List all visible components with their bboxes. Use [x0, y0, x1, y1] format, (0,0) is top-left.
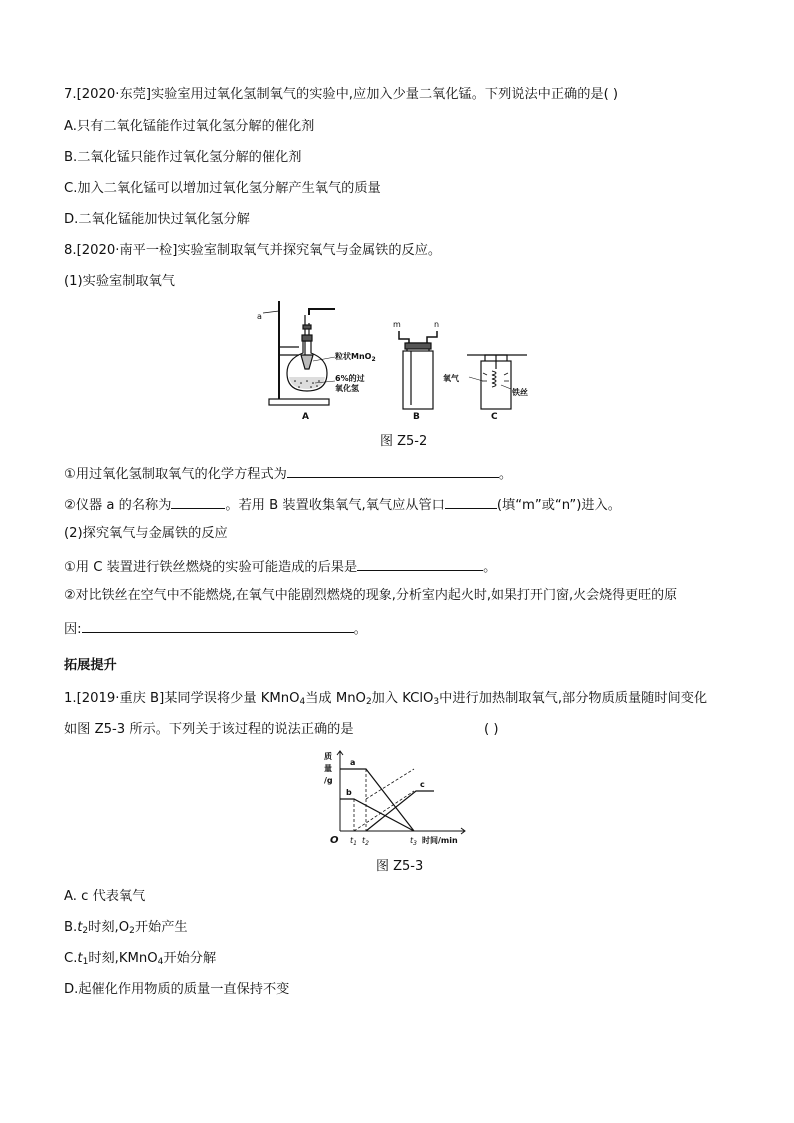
apparatus-figure: [255, 295, 555, 425]
e1-option-c: $C.t_1$时刻,KMnO$_4$开始分解: [64, 951, 217, 967]
q8-stem: 8.[2020·南平一检]实验室制取氧气并探究氧气与金属铁的反应。: [64, 243, 442, 258]
q8-sub2: ②仪器 a 的名称为 。若用 B 装置收集氧气,氧气应从管口 (填“m”或“n”)进入。: [64, 494, 621, 515]
tick-t2: $t_2$: [362, 836, 369, 847]
e1-option-b: $B.t_2$时刻$,O_2$开始产生: [64, 920, 188, 936]
label-o2: 氧气: [443, 374, 459, 383]
label-m: m: [393, 320, 401, 329]
e1-stem-line1: 1.[2019·重庆 B]某同学误将少量 KMnO$_4$当成 MnO$_2$加入 KClO$_3$中进行加热制取氧气,部分物质质量随时间变化: [64, 691, 708, 707]
mass-time-graph: [320, 747, 480, 847]
figure-caption-z5-3: 图 Z5-3: [376, 859, 424, 874]
q8-part1: (1)实验室制取氧气: [64, 274, 175, 289]
section-title: 拓展提升: [64, 658, 117, 673]
label-fe: 铁丝: [512, 388, 528, 397]
q7-stem: 7.[2020·东莞]实验室用过氧化氢制氧气的实验中,应加入少量二氧化锰。下列说法中正确的是( ): [64, 87, 619, 102]
e1-option-a: A. c 代表氧气: [64, 889, 146, 904]
label-n: n: [434, 320, 440, 329]
label-B: B: [413, 412, 420, 422]
e1-option-d: D.起催化作用物质的质量一直保持不变: [64, 982, 290, 997]
q8-sub4-line1: ②对比铁丝在空气中不能燃烧,在氧气中能剧烈燃烧的现象,分析室内起火时,如果打开门窗,火会烧得更旺的原: [64, 588, 678, 603]
label-mno2: 粒状MnO$_2$: [335, 352, 376, 363]
x-axis-label: 时间/min: [422, 836, 458, 845]
label-A: A: [302, 412, 309, 422]
q7-option-c: C.加入二氧化锰可以增加过氧化氢分解产生氧气的质量: [64, 181, 381, 196]
answer-blank-5[interactable]: [82, 618, 354, 633]
apparatus-c: [467, 355, 527, 409]
answer-blank-1[interactable]: [287, 463, 499, 478]
curve-c-label: c: [420, 780, 425, 789]
y-label-1: 质: [324, 752, 332, 761]
e1-stem-line2: 如图 Z5-3 所示。下列关于该过程的说法正确的是: [64, 722, 354, 737]
label-a: a: [257, 312, 262, 321]
apparatus-b: [399, 331, 437, 409]
tick-t1: $t_1$: [350, 836, 357, 847]
tick-t3: $t_3$: [410, 836, 417, 847]
answer-blank-2[interactable]: [171, 494, 225, 509]
figure-caption-z5-2: 图 Z5-2: [380, 434, 428, 449]
label-h2o2-2: 氧化氢: [335, 384, 359, 393]
curve-b: [340, 799, 414, 831]
q7-option-b: B.二氧化锰只能作过氧化氢分解的催化剂: [64, 150, 302, 165]
curve-b-label: b: [346, 788, 352, 797]
q7-option-a: A.只有二氧化锰能作过氧化氢分解的催化剂: [64, 119, 315, 134]
y-label-2: 量: [324, 764, 332, 773]
origin-label: O: [330, 835, 339, 846]
q8-sub4-line2: 因: 。: [64, 618, 367, 639]
apparatus-a: [263, 301, 335, 405]
answer-blank-4[interactable]: [357, 556, 483, 571]
label-h2o2-1: 6%的过: [335, 374, 365, 383]
answer-blank-3[interactable]: [445, 494, 497, 509]
q8-sub1: ①用过氧化氢制取氧气的化学方程式为 。: [64, 463, 512, 484]
q7-option-d: D.二氧化锰能加快过氧化氢分解: [64, 212, 250, 227]
q8-sub3: ①用 C 装置进行铁丝燃烧的实验可能造成的后果是 。: [64, 556, 496, 577]
y-label-3: /g: [324, 776, 333, 785]
label-C: C: [491, 412, 498, 422]
curve-a-label: a: [350, 758, 356, 767]
q8-part2: (2)探究氧气与金属铁的反应: [64, 526, 228, 541]
e1-answer-paren[interactable]: ( ): [484, 722, 499, 737]
